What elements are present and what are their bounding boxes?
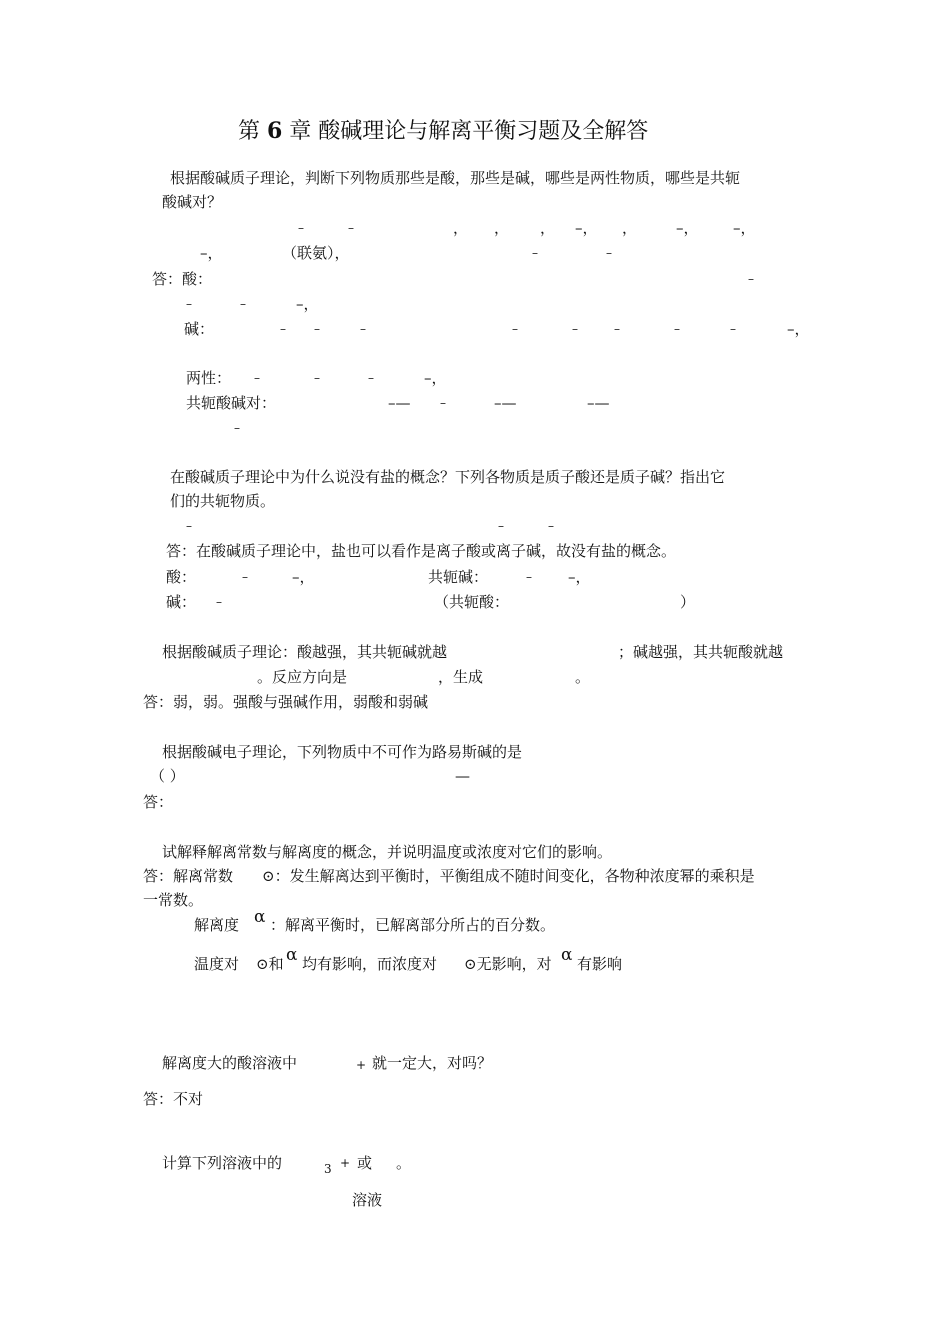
q2-acid-fragment: – — [242, 570, 248, 584]
q5-answer-line2: 一常数。 — [143, 891, 204, 909]
q1-answer-base-label: 碱： — [184, 320, 215, 338]
q1-formula-fragment: – — [348, 221, 354, 235]
q4-formula-dash: — — [455, 767, 470, 785]
q1-conj-fragment: –— — [388, 394, 411, 412]
q4-answer-paren: （ ） — [150, 767, 185, 785]
alpha-symbol: α — [254, 907, 266, 927]
q5-text-line1: 试解释解离常数与解离度的概念，并说明温度或浓度对它们的影响。 — [162, 843, 613, 861]
page-title: 第 6 章 酸碱理论与解离平衡习题及全解答 — [238, 118, 649, 144]
q1-base-fragment: – — [572, 322, 578, 336]
q1-answer-fragment: – — [240, 297, 246, 311]
q2-conj-base-label: 共轭碱： — [428, 568, 489, 586]
q5-temp-text-c: 均有影响，而浓度对 — [302, 955, 438, 973]
q2-conj-base-fragment: – — [526, 570, 532, 584]
q5-temp-text-e: 有影响 — [577, 955, 623, 973]
q1-formula-fragment: –， — [733, 219, 756, 237]
q3-answer: 答：弱，弱。强酸与强碱作用，弱酸和弱碱 — [143, 693, 429, 711]
q1-formula-fragment: ， — [494, 219, 510, 237]
q4-answer: 答： — [143, 793, 174, 811]
q1-answer-fragment: – — [748, 272, 754, 286]
q7-plus: + — [340, 1156, 351, 1170]
q1-text-line2: 酸碱对？ — [162, 193, 223, 211]
q1-answer-conjugate-label: 共轭酸碱对： — [186, 394, 277, 412]
q7-text-c: 。 — [396, 1154, 412, 1172]
q1-amph-fragment: –， — [424, 369, 447, 387]
q1-answer-amphoteric-label: 两性： — [186, 369, 232, 387]
alpha-symbol: α — [286, 945, 298, 965]
q5-degree-text: ：解离平衡时，已解离部分所占的百分数。 — [270, 916, 556, 934]
q1-text-line1: 根据酸碱质子理论，判断下列物质那些是酸，那些是碱，哪些是两性物质，哪些是共轭 — [170, 169, 741, 187]
q3-text-line2c: 。 — [575, 668, 591, 686]
q1-answer-acid-label: 答：酸： — [152, 270, 213, 288]
q2-conj-acid-close: ） — [680, 593, 696, 611]
q4-text-line1: 根据酸碱电子理论，下列物质中不可作为路易斯碱的是 — [162, 743, 523, 761]
q7-subscript: 3 — [324, 1162, 332, 1176]
q7-text-b: 或 — [357, 1154, 373, 1172]
q1-formula-fragment: ， — [622, 219, 638, 237]
q1-base-fragment: –， — [787, 320, 810, 338]
q5-answer-line1b: ⊙：发生解离达到平衡时，平衡组成不随时间变化，各物种浓度幂的乘积是 — [262, 867, 755, 885]
q1-base-fragment: – — [280, 322, 286, 336]
q1-conj-fragment: –— — [587, 394, 610, 412]
q2-acid-fragment: –， — [292, 568, 315, 586]
q1-formula-fragment: ， — [540, 219, 556, 237]
q6-text-a: 解离度大的酸溶液中 — [162, 1054, 298, 1072]
q1-conj-fragment: –— — [494, 394, 517, 412]
q1-conj-fragment: – — [234, 421, 240, 435]
q3-text-line2a: 。反应方向是 — [257, 668, 348, 686]
q1-answer-fragment: – — [186, 297, 192, 311]
q1-conj-fragment: – — [440, 396, 446, 410]
q5-degree-label: 解离度 — [194, 916, 240, 934]
q1-base-fragment: – — [730, 322, 736, 336]
q6-text-b: 就一定大，对吗？ — [372, 1054, 493, 1072]
q3-text-line1a: 根据酸碱质子理论：酸越强，其共轭碱就越 — [162, 643, 448, 661]
q2-conj-acid-label: （共轭酸： — [434, 593, 510, 611]
q1-amph-fragment: – — [254, 371, 260, 385]
q1-formula-fragment: – — [298, 221, 304, 235]
q2-conj-base-fragment: –， — [568, 568, 591, 586]
q2-formula-fragment: – — [498, 519, 504, 533]
q2-base-fragment: – — [216, 595, 222, 609]
q2-acid-label: 酸： — [166, 568, 197, 586]
q6-plus: + — [356, 1058, 367, 1072]
q1-amph-fragment: – — [314, 371, 320, 385]
q2-formula-fragment: – — [186, 519, 192, 533]
q7-text-line2: 溶液 — [352, 1191, 383, 1209]
q7-text-a: 计算下列溶液中的 — [162, 1154, 283, 1172]
q1-formula-fragment: –， — [200, 244, 223, 262]
q5-answer-line1a: 答：解离常数 — [143, 867, 234, 885]
q3-text-line1b: ；碱越强，其共轭酸就越 — [618, 643, 784, 661]
q1-formula-fragment: ， — [453, 219, 469, 237]
q1-base-fragment: – — [314, 322, 320, 336]
q1-answer-fragment: –， — [296, 295, 319, 313]
q3-text-line2b: ，生成 — [438, 668, 484, 686]
q1-formula-fragment: （联氨）， — [282, 244, 350, 262]
q6-answer: 答：不对 — [143, 1090, 204, 1108]
q1-amph-fragment: – — [368, 371, 374, 385]
q1-formula-fragment: –， — [676, 219, 699, 237]
q1-base-fragment: – — [674, 322, 680, 336]
q2-answer: 答：在酸碱质子理论中，盐也可以看作是离子酸或离子碱，故没有盐的概念。 — [166, 542, 677, 560]
q5-temp-text-d: ⊙无影响，对 — [464, 955, 552, 973]
q1-formula-fragment: – — [606, 246, 612, 260]
q1-base-fragment: – — [614, 322, 620, 336]
alpha-symbol: α — [561, 945, 573, 965]
q5-temp-text-a: 温度对 — [194, 955, 240, 973]
q2-text-line1: 在酸碱质子理论中为什么说没有盐的概念？下列各物质是质子酸还是质子碱？指出它 — [170, 468, 726, 486]
q2-formula-fragment: – — [548, 519, 554, 533]
q1-formula-fragment: – — [532, 246, 538, 260]
q1-base-fragment: – — [512, 322, 518, 336]
q2-text-line2: 们的共轭物质。 — [170, 492, 276, 510]
q5-temp-text-b: ⊙和 — [256, 955, 284, 973]
q1-formula-fragment: –， — [575, 219, 598, 237]
q1-base-fragment: – — [360, 322, 366, 336]
q2-base-label: 碱： — [166, 593, 197, 611]
